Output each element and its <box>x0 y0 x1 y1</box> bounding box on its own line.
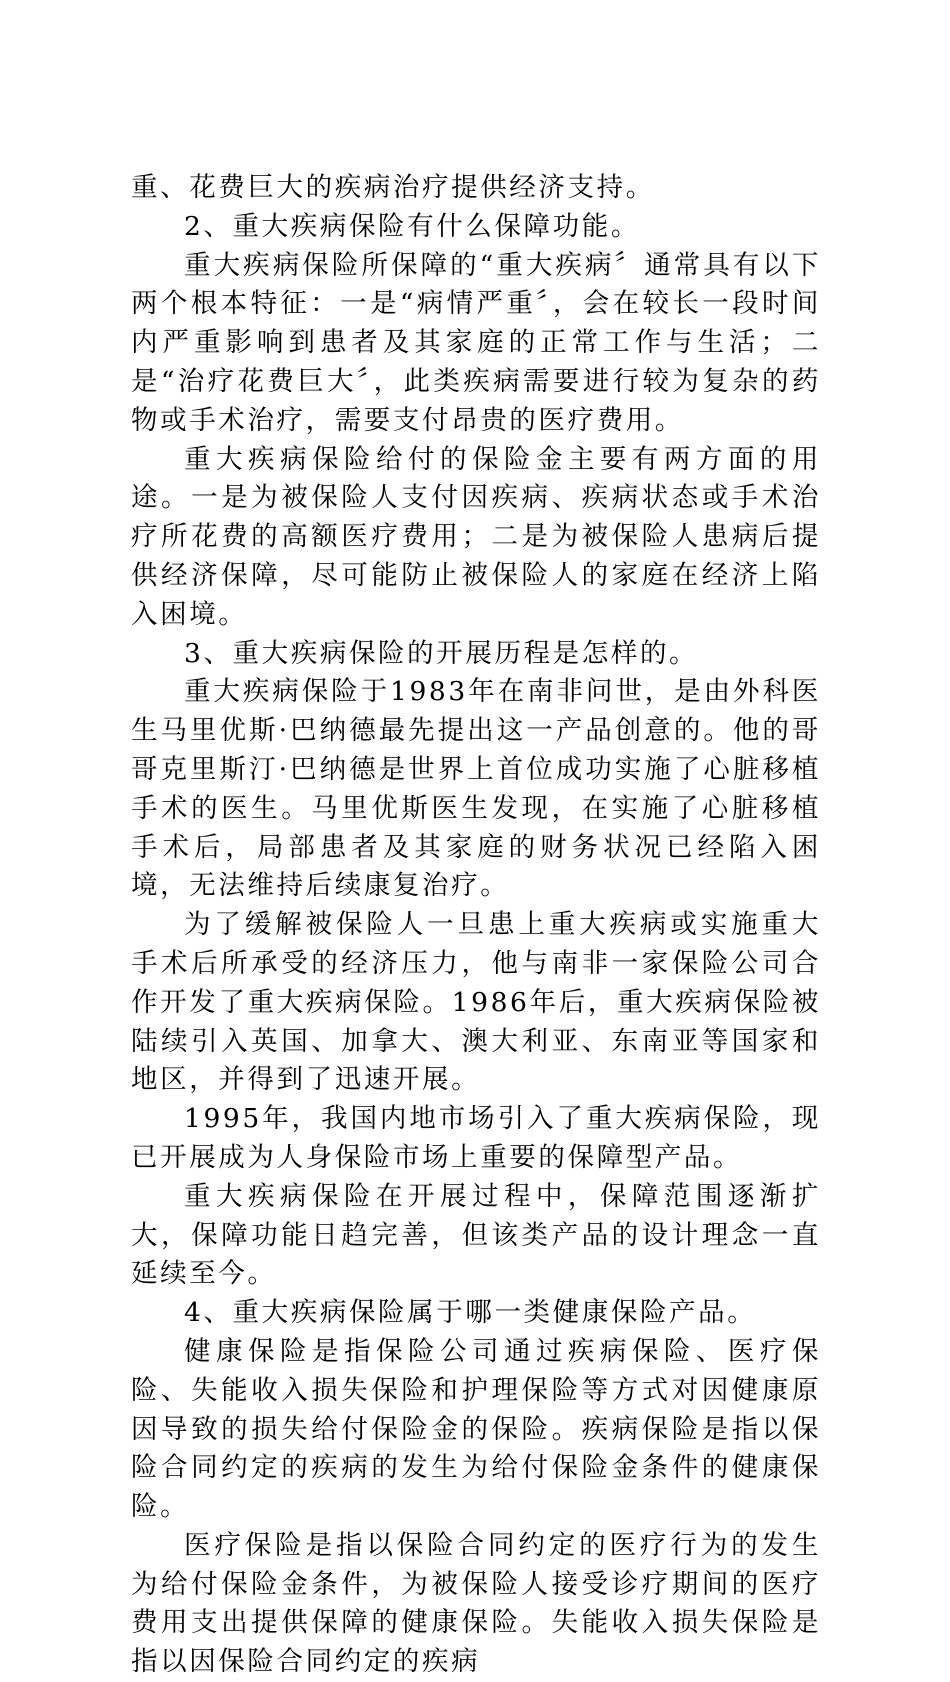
paragraph-continuation: 重、花费巨大的疾病治疗提供经济支持。 <box>131 172 655 203</box>
paragraph: 重大疾病保险给付的保险金主要有两方面的用途。一是为被保险人支付因疾病、疾病状态或手术治疗所花费的高额医疗费用；二是为被保险人患病后提供经济保障，尽可能防止被保险人的家庭在经济上陷入困境。 <box>131 443 821 630</box>
paragraph: 重大疾病保险所保障的“重大疾病〞通常具有以下两个根本特征：一是“病情严重〞，会在较长一段时间内严重影响到患者及其家庭的正常工作与生活；二是“治疗花费巨大〞，此类疾病需要进行较为复杂的药物或手术治疗，需要支付昂贵的医疗费用。 <box>131 249 821 436</box>
paragraph: 医疗保险是指以保险合同约定的医疗行为的发生为给付保险金条件，为被保险人接受诊疗期间的医疗费用支出提供保障的健康保险。失能收入损失保险是指以因保险合同约定的疾病 <box>131 1529 821 1678</box>
question-heading-3: 3、重大疾病保险的开展历程是怎样的。 <box>184 637 699 669</box>
paragraph: 健康保险是指保险公司通过疾病保险、医疗保险、失能收入损失保险和护理保险等方式对因健康原因导致的损失给付保险金的保险。疾病保险是指以保险合同约定的疾病的发生为给付保险金条件的健康保险。 <box>131 1335 821 1523</box>
question-heading-2: 2、重大疾病保险有什么保障功能。 <box>184 210 640 242</box>
paragraph: 1995年，我国内地市场引入了重大疾病保险，现已开展成为人身保险市场上重要的保障型产品。 <box>131 1103 821 1173</box>
document-body <box>131 169 821 1682</box>
question-heading-4: 4、重大疾病保险属于哪一类健康保险产品。 <box>184 1297 757 1329</box>
paragraph: 为了缓解被保险人一旦患上重大疾病或实施重大手术后所承受的经济压力，他与南非一家保险公司合作开发了重大疾病保险。1986年后，重大疾病保险被陆续引入英国、加拿大、澳大利亚、东南亚等国家和地区，并得到了迅速开展。 <box>131 909 821 1096</box>
paragraph: 重大疾病保险在开展过程中，保障范围逐渐扩大，保障功能日趋完善，但该类产品的设计理念一直延续至今。 <box>131 1180 821 1290</box>
paragraph: 重大疾病保险于1983年在南非问世，是由外科医生马里优斯·巴纳德最先提出这一产品创意的。他的哥哥克里斯汀·巴纳德是世界上首位成功实施了心脏移植手术的医生。马里优斯医生发现，在实施了心脏移植手术后，局部患者及其家庭的财务状况已经陷入困境，无法维持后续康复治疗。 <box>131 676 821 902</box>
